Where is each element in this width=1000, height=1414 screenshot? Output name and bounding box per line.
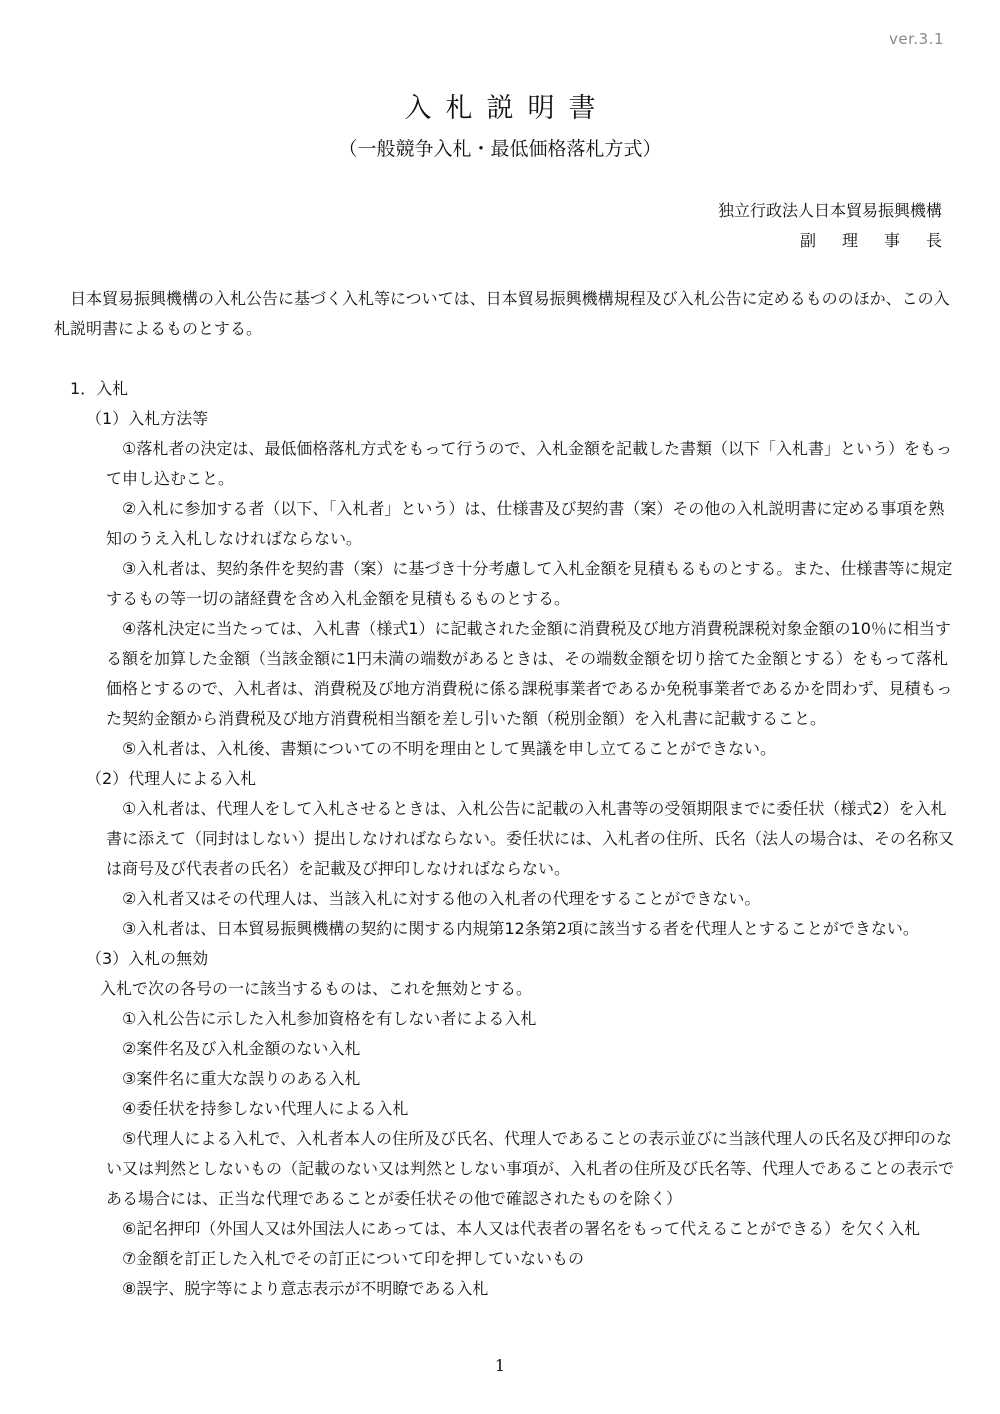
list-item: ③入札者は、契約条件を契約書（案）に基づき十分考慮して入札金額を見積もるものとする。また、仕様書等に規定するもの等一切の諸経費を含め入札金額を見積もるものとする。 (106, 559, 953, 608)
section-1-heading: 1．入札 (70, 379, 129, 398)
list-item: ①落札者の決定は、最低価格落札方式をもって行うので、入札金額を記載した書類（以下「入札書」という）をもって申し込むこと。 (106, 439, 953, 488)
list-item: ①入札公告に示した入札参加資格を有しない者による入札 (122, 1009, 537, 1028)
version-label: ver.3.1 (888, 30, 944, 48)
list-item: ④落札決定に当たっては、入札書（様式1）に記載された金額に消費税及び地方消費税課税対象金額の10％に相当する額を加算した金額（当該金額に1円未満の端数があるときは、その端数金額を切り捨てた金額とする）をもって落札価格とするので、入札者は、消費税及び地方消費税に係る課税事業者であるか免税事業者であるかを問わず、見積もった契約金額から消費税及び地方消費税相当額を差し引いた額（税別金額）を入札書に記載すること。 (106, 619, 953, 728)
issuer-organization: 独立行政法人日本貿易振興機構 (717, 201, 942, 220)
page-number: 1 (494, 1356, 506, 1375)
list-item: ⑥記名押印（外国人又は外国法人にあっては、本人又は代表者の署名をもって代えることができる）を欠く入札 (122, 1219, 921, 1238)
list-item: ②入札に参加する者（以下、「入札者」という）は、仕様書及び契約書（案）その他の入札説明書に定める事項を熟知のうえ入札しなければならない。 (106, 499, 945, 548)
document-body (54, 284, 954, 1304)
list-item: ⑧誤字、脱字等により意志表示が不明瞭である入札 (122, 1279, 489, 1298)
subsection-1-heading: （1）入札方法等 (86, 409, 209, 428)
document-title: 入札説明書 (404, 93, 610, 124)
list-item: ④委任状を持参しない代理人による入札 (122, 1099, 409, 1118)
subsection-3-lead: 入札で次の各号の一に該当するものは、これを無効とする。 (100, 979, 533, 998)
issuer-role: 副理事長 (799, 231, 968, 250)
list-item: ②案件名及び入札金額のない入札 (122, 1039, 361, 1058)
list-item: ②入札者又はその代理人は、当該入札に対する他の入札者の代理をすることができない。 (122, 889, 761, 908)
subsection-3-heading: （3）入札の無効 (86, 949, 209, 968)
list-item: ⑤代理人による入札で、入札者本人の住所及び氏名、代理人であることの表示並びに当該代理人の氏名及び押印のない又は判然としないもの（記載のない又は判然としない事項が、入札者の住所及び氏名等、代理人であることの表示である場合には、正当な代理であることが委任状その他で確認されたものを除く） (106, 1129, 955, 1208)
intro-paragraph: 日本貿易振興機構の入札公告に基づく入札等については、日本貿易振興機構規程及び入札公告に定めるもののほか、この入札説明書によるものとする。 (54, 289, 950, 338)
list-item: ⑦金額を訂正した入札でその訂正について印を押していないもの (122, 1249, 585, 1268)
document-subtitle: （一般競争入札・最低価格落札方式） (338, 138, 662, 160)
subsection-2-heading: （2）代理人による入札 (86, 769, 257, 788)
list-item: ③入札者は、日本貿易振興機構の契約に関する内規第12条第2項に該当する者を代理人とすることができない。 (122, 919, 919, 938)
list-item: ①入札者は、代理人をして入札させるときは、入札公告に記載の入札書等の受領期限までに委任状（様式2）を入札書に添えて（同封はしない）提出しなければならない。委任状には、入札者の住所、氏名（法人の場合は、その名称又は商号及び代表者の氏名）を記載及び押印しなければならない。 (106, 799, 955, 878)
list-item: ③案件名に重大な誤りのある入札 (122, 1069, 361, 1088)
list-item: ⑤入札者は、入札後、書類についての不明を理由として異議を申し立てることができない。 (122, 739, 777, 758)
